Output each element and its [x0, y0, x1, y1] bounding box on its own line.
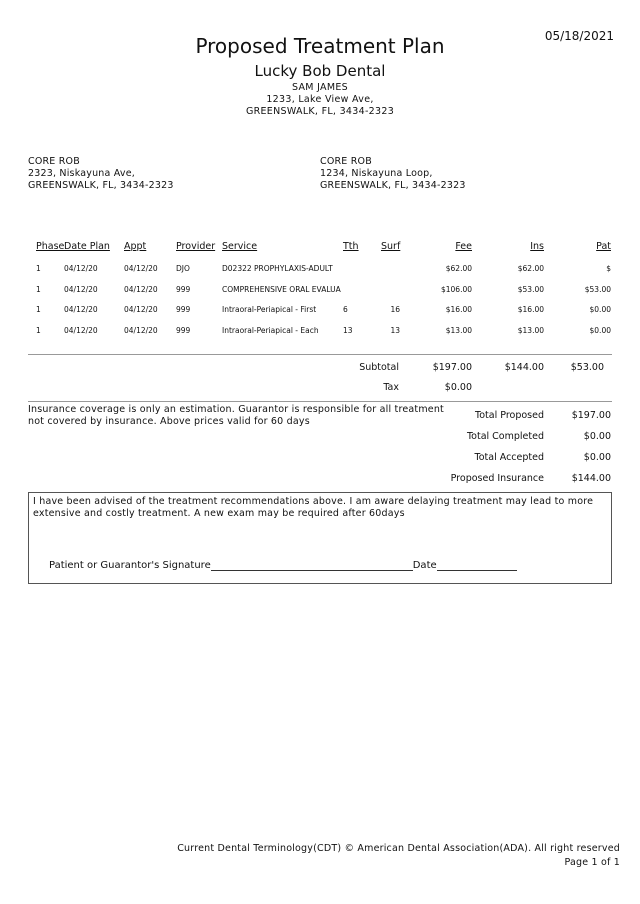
subtotal-label: Subtotal [359, 362, 399, 373]
acknowledgement-text: I have been advised of the treatment recommendations above. I am aware delaying treatment may lead to more extensive and costly treatment. A new exam may be required after 60days [33, 496, 594, 519]
cell-appt: 04/12/20 [124, 285, 158, 294]
subtotal-ins: $144.00 [504, 362, 544, 373]
header-ins: Ins [530, 241, 544, 252]
page-title: Proposed Treatment Plan [195, 34, 445, 58]
header-service: Service [222, 241, 258, 252]
patient-city: GREENSWALK, FL, 3434-2323 [245, 106, 395, 117]
header-provider: Provider [176, 241, 216, 252]
cell-fee: $62.00 [445, 264, 472, 273]
cell-fee: $106.00 [440, 285, 472, 294]
cell-phase: 1 [36, 264, 41, 273]
subtotal-pat: $53.00 [570, 362, 604, 373]
subtotal-divider [28, 401, 612, 402]
signature-field[interactable] [211, 558, 413, 571]
date-field[interactable] [437, 558, 517, 571]
patient-block [0, 82, 640, 118]
notice-line-1: Insurance coverage is only an estimation. Guarantor is responsible for all treatment [28, 404, 444, 415]
patient-name: SAM JAMES [292, 82, 348, 93]
cell-ins: $13.00 [517, 326, 544, 335]
cell-service: D02322 PROPHYLAXIS-ADULT [222, 264, 333, 273]
date-label: Date [412, 560, 437, 571]
cell-phase: 1 [36, 305, 41, 314]
address-left [28, 156, 174, 192]
cell-pat: $0.00 [589, 305, 611, 314]
header-tth: Tth [343, 241, 359, 252]
page-number: Page 1 of 1 [564, 857, 620, 868]
cell-provider: 999 [176, 285, 191, 294]
cell-phase: 1 [36, 326, 41, 335]
tax-label: Tax [383, 382, 399, 393]
copyright-notice: Current Dental Terminology(CDT) © American Dental Association(ADA). All right reserved [177, 843, 620, 854]
notice-line-2: not covered by insurance. Above prices valid for 60 days [28, 416, 310, 427]
cell-date-plan: 04/12/20 [64, 285, 98, 294]
cell-ins: $16.00 [517, 305, 544, 314]
address-right-city: GREENSWALK, FL, 3434-2323 [320, 180, 466, 191]
total-proposed-value: $197.00 [571, 410, 611, 421]
practice-name: Lucky Bob Dental [254, 62, 386, 80]
signature-label: Patient or Guarantor's Signature [49, 560, 211, 571]
signature-line [49, 558, 517, 571]
address-right-street: 1234, Niskayuna Loop, [320, 168, 433, 179]
total-proposed-label: Total Proposed [475, 410, 544, 421]
address-right [320, 156, 466, 192]
header-surf: Surf [381, 241, 401, 252]
cell-date-plan: 04/12/20 [64, 305, 98, 314]
table-divider [28, 354, 612, 355]
cell-provider: DJO [176, 264, 190, 273]
cell-surf: 16 [390, 305, 400, 314]
cell-tth: 6 [343, 305, 348, 314]
cell-service: COMPREHENSIVE ORAL EVALUA [222, 285, 341, 294]
cell-fee: $16.00 [445, 305, 472, 314]
subtotal-fee: $197.00 [432, 362, 472, 373]
cell-fee: $13.00 [445, 326, 472, 335]
cell-pat: $53.00 [584, 285, 611, 294]
header-phase: Phase [36, 241, 65, 252]
cell-surf: 13 [390, 326, 400, 335]
cell-appt: 04/12/20 [124, 264, 158, 273]
address-left-street: 2323, Niskayuna Ave, [28, 168, 136, 179]
header-date-plan: Date Plan [64, 241, 110, 252]
cell-provider: 999 [176, 326, 191, 335]
proposed-insurance-value: $144.00 [571, 473, 611, 484]
total-accepted-value: $0.00 [583, 452, 611, 463]
cell-tth: 13 [343, 326, 353, 335]
address-left-name: CORE ROB [28, 156, 80, 167]
cell-service: Intraoral-Periapical - Each [222, 326, 319, 335]
header-appt: Appt [124, 241, 147, 252]
patient-street: 1233, Lake View Ave, [266, 94, 374, 105]
total-completed-label: Total Completed [466, 431, 544, 442]
cell-date-plan: 04/12/20 [64, 326, 98, 335]
total-accepted-label: Total Accepted [474, 452, 544, 463]
cell-phase: 1 [36, 285, 41, 294]
cell-provider: 999 [176, 305, 191, 314]
cell-service: Intraoral-Periapical - First [222, 305, 317, 314]
total-completed-value: $0.00 [583, 431, 611, 442]
address-left-city: GREENSWALK, FL, 3434-2323 [28, 180, 174, 191]
cell-ins: $62.00 [517, 264, 544, 273]
tax-value: $0.00 [444, 382, 472, 393]
address-right-name: CORE ROB [320, 156, 372, 167]
proposed-insurance-label: Proposed Insurance [450, 473, 544, 484]
cell-ins: $53.00 [517, 285, 544, 294]
header-pat: Pat [596, 241, 611, 252]
cell-appt: 04/12/20 [124, 326, 158, 335]
header-fee: Fee [455, 241, 472, 252]
cell-pat: $ [606, 264, 611, 273]
cell-date-plan: 04/12/20 [64, 264, 98, 273]
cell-pat: $0.00 [589, 326, 611, 335]
insurance-notice [28, 404, 444, 428]
print-date: 05/18/2021 [544, 29, 614, 43]
acknowledgement-box [28, 492, 612, 584]
cell-appt: 04/12/20 [124, 305, 158, 314]
